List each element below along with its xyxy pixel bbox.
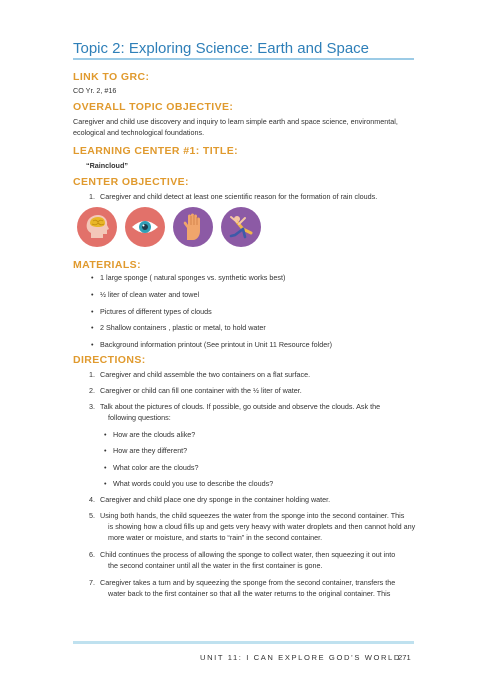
bullet-icon: • xyxy=(91,273,94,282)
domain-icons xyxy=(77,207,261,247)
title-divider xyxy=(73,58,414,60)
footer-unit-title: UNIT 11: I CAN EXPLORE GOD’S WORLD xyxy=(200,653,401,662)
center-objective-heading: CENTER OBJECTIVE: xyxy=(73,176,189,188)
center-objective-text: Caregiver and child detect at least one scientific reason for the formation of rain clouds. xyxy=(100,192,378,201)
step-number: 6. xyxy=(89,550,95,559)
stretching-person-icon xyxy=(221,207,261,247)
bullet-icon: • xyxy=(91,323,94,332)
step-number: 7. xyxy=(89,578,95,587)
bullet-icon: • xyxy=(104,479,107,488)
step-number: 2. xyxy=(89,386,95,395)
bullet-icon: • xyxy=(91,290,94,299)
step-text: more water or moisture, and starts to “rain” in the second container. xyxy=(108,533,323,542)
objective-line-2: ecological and technological foundations. xyxy=(73,128,205,137)
question-item: How are they different? xyxy=(113,446,188,455)
hand-icon xyxy=(173,207,213,247)
grc-heading: LINK TO GRC: xyxy=(73,71,150,83)
eye-icon xyxy=(125,207,165,247)
materials-item: 2 Shallow containers , plastic or metal, to hold water xyxy=(100,323,266,332)
objective-heading: OVERALL TOPIC OBJECTIVE: xyxy=(73,101,234,113)
bullet-icon: • xyxy=(91,307,94,316)
question-item: How are the clouds alike? xyxy=(113,430,196,439)
step-number: 5. xyxy=(89,511,95,520)
center-title-text: “Raincloud” xyxy=(86,161,128,170)
step-text: following questions: xyxy=(108,413,171,422)
step-text: Caregiver or child can fill one container with the ½ liter of water. xyxy=(100,386,302,395)
step-number: 1. xyxy=(89,370,95,379)
materials-item: 1 large sponge ( natural sponges vs. synthetic works best) xyxy=(100,273,286,282)
step-number: 4. xyxy=(89,495,95,504)
materials-heading: MATERIALS: xyxy=(73,259,141,271)
step-text: water back to the first container so that all the water returns to the original container. This xyxy=(108,589,391,598)
bullet-icon: • xyxy=(104,430,107,439)
materials-item: Pictures of different types of clouds xyxy=(100,307,212,316)
bullet-icon: • xyxy=(91,340,94,349)
center-objective-number: 1. xyxy=(89,192,95,201)
question-item: What words could you use to describe the clouds? xyxy=(113,479,274,488)
step-text: Caregiver and child assemble the two containers on a flat surface. xyxy=(100,370,311,379)
step-text: Using both hands, the child squeezes the water from the sponge into the second container. This xyxy=(100,511,405,520)
step-text: Talk about the pictures of clouds. If possible, go outside and observe the clouds. Ask the xyxy=(100,402,381,411)
center-title-heading: LEARNING CENTER #1: TITLE: xyxy=(73,145,238,157)
materials-item: Background information printout (See printout in Unit 11 Resource folder) xyxy=(100,340,332,349)
step-text: Caregiver takes a turn and by squeezing the sponge from the second container, transfers the xyxy=(100,578,396,587)
bullet-icon: • xyxy=(104,463,107,472)
step-text: the second container until all the water in the first container is gone. xyxy=(108,561,323,570)
objective-line-1: Caregiver and child use discovery and inquiry to learn simple earth and space science, environmental, xyxy=(73,117,398,126)
page-number: 271 xyxy=(398,653,411,662)
directions-heading: DIRECTIONS: xyxy=(73,354,146,366)
step-text: Child continues the process of allowing the sponge to collect water, then squeezing it out into xyxy=(100,550,396,559)
materials-item: ½ liter of clean water and towel xyxy=(100,290,200,299)
step-text: Caregiver and child place one dry sponge in the container holding water. xyxy=(100,495,331,504)
footer-divider xyxy=(73,641,414,644)
step-number: 3. xyxy=(89,402,95,411)
question-item: What color are the clouds? xyxy=(113,463,199,472)
step-text: is showing how a cloud fills up and gets very heavy with water droplets and then cannot hold any xyxy=(108,522,416,531)
bullet-icon: • xyxy=(104,446,107,455)
grc-text: CO Yr. 2, #16 xyxy=(73,86,117,95)
brain-head-icon xyxy=(77,207,117,247)
page-title: Topic 2: Exploring Science: Earth and Space xyxy=(73,40,370,57)
